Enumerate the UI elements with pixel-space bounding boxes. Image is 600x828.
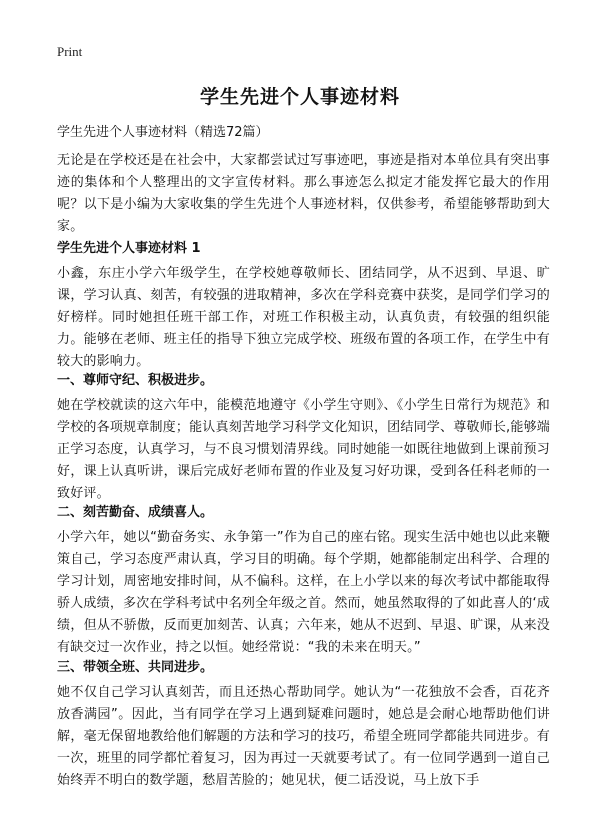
paragraph-diligence: 小学六年，她以“勤奋务实、永争第一”作为自己的座右铭。现实生活中她也以此来鞭策自己，学习态度严肃认真，学习目的明确。每个学期，她都能制定出科学、合理的学习计划，周密地安排时间，从不偏科。这样，在上小学以来的每次考试中都能取得骄人成绩，多次在学科考试中名列全年级之首。然而，她虽然取得的了如此喜人的‘成绩，但从不骄傲，反而更加刻苦、认真；六年来，她从不迟到、早退、旷课，从来没有缺交过一次作业，持之以恒。她经常说：“我的未来在明天。” (57, 530, 550, 655)
heading-respect-discipline: 一、尊师守纪、积极进步。 (57, 373, 214, 388)
section-paragraph: 小鑫，东庄小学六年级学生，在学校她尊敬师长、团结同学，从不迟到、早退、旷课，学习认真、刻苦，有较强的进取精神，多次在学科竞赛中获奖，是同学们学习的好榜样。同时她担任班干部工作，对班工作积极主动，认真负责，有较强的组织能力。能够在老师、班主任的指导下独立完成学校、班级布置的各项工作，在学生中有较大的影响力。 (57, 266, 550, 369)
paragraph-respect-discipline: 她在学校就读的这六年中，能模范地遵守《小学生守则》、《小学生日常行为规范》和学校的各项规章制度；能认真刻苦地学习科学文化知识，团结同学、尊敬师长,能够端正学习态度，认真学习，与不良习惯划清界线。同时她能一如既往地做到上课前预习好，课上认真听讲，课后完成好老师布置的作业及复习好功课，受到各任科老师的一致好评。 (57, 398, 550, 501)
page-title: 学生先进个人事迹材料 (199, 86, 400, 108)
heading-diligence: 二、刻苦勤奋、成绩喜人。 (57, 505, 214, 520)
heading-lead-class: 三、带领全班、共同进步。 (57, 660, 214, 675)
section-title: 学生先进个人事迹材料 1 (57, 241, 201, 256)
paragraph-lead-class: 她不仅自己学习认真刻苦，而且还热心帮助同学。她认为“一花独放不会香，百花齐放香满园”。因此，当有同学在学习上遇到疑难问题时，她总是会耐心地帮助他们讲解，毫无保留地教给他们解题的方法和学习的技巧，希望全班同学都能共同进步。有一次，班里的同学都忙着复习，因为再过一天就要考试了。有一位同学遇到一道自己始终弄不明白的数学题，愁眉苦脸的；她见状，便二话没说，马上放下手 (57, 685, 550, 788)
print-link[interactable]: Print (57, 44, 83, 59)
intro-paragraph: 无论是在学校还是在社会中，大家都尝试过写事迹吧，事迹是指对本单位具有突出事迹的集体和个人整理出的文字宣传材料。那么事迹怎么拟定才能发挥它最大的作用呢？以下是小编为大家收集的学生先进个人事迹材料，仅供参考，希望能够帮助到大家。 (57, 153, 550, 234)
document-subtitle: 学生先进个人事迹材料（精选72篇） (57, 125, 269, 140)
